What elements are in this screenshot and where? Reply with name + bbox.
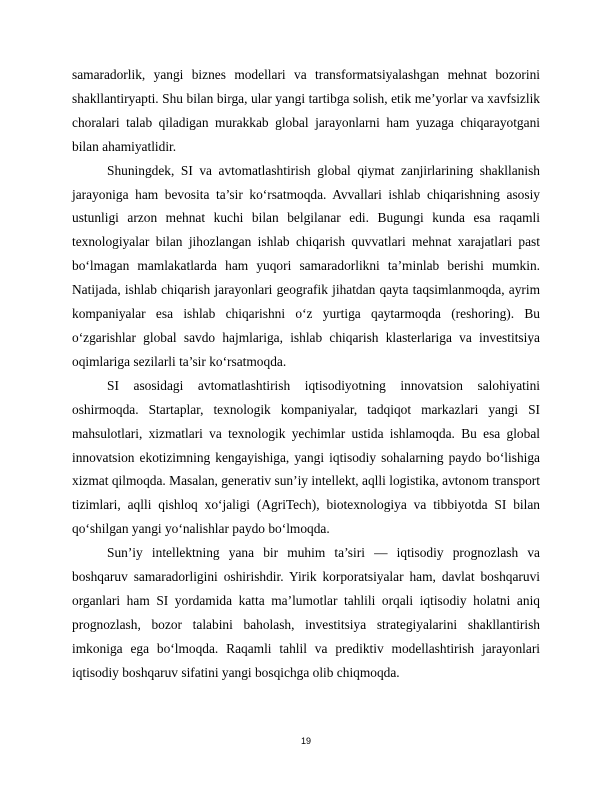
paragraph-value-chains: Shuningdek, SI va avtomatlashtirish global qiymat zanjirlarining shakllanish jarayoniga ham bevosita ta’sir ko‘rsatmoqda. Avvallari ishlab chiqarishning asosiy ustunligi arzon mehnat kuchi bilan belgilanar edi. Bugungi kunda esa raqamli texnologiyalar bilan jihozlangan ishlab chiqarish quvvatlari mehnat xarajatlari past bo‘lmagan mamlakatlarda ham yuqori samaradorlikni ta’minlab berishi mumkin. Natijada, ishlab chiqarish jarayonlari geografik jihatdan qayta taqsimlanmoqda, ayrim kompaniyalar esa ishlab chiqarishni o‘z yurtiga qaytarmoqda (reshoring). Bu o‘zgarishlar global savdo hajmlariga, ishlab chiqarish klasterlariga va investitsiya oqimlariga sezilarli ta’sir ko‘rsatmoqda. bbox=[72, 162, 540, 369]
paragraph-continuation: samaradorlik, yangi biznes modellari va transformatsiyalashgan mehnat bozorini shakllantiryapti. Shu bilan birga, ular yangi tartibga solish, etik me’yorlar va xavfsizlik choralari talab qiladigan murakkab global jarayonlarni ham yuzaga chiqarayotgani bilan ahamiyatlidir. bbox=[72, 67, 540, 154]
paragraph-innovation: SI asosidagi avtomatlashtirish iqtisodiyotning innovatsion salohiyatini oshirmoqda. Startaplar, texnologik kompaniyalar, tadqiqot markazlari yangi SI mahsulotlari, xizmatlari va texnologik yechimlar ustida ishlamoqda. Bu esa global innovatsion ekotizimning kengayishiga, yangi iqtisodiy sohalarning paydo bo‘lishiga xizmat qilmoqda. Masalan, generativ sun’iy intellekt, aqlli logistika, avtonom transport tizimlari, aqlli qishloq xo‘jaligi (AgriTech), biotexnologiya va tibbiyotda SI bilan qo‘shilgan yangi yo‘nalishlar paydo bo‘lmoqda. bbox=[72, 377, 540, 537]
paragraph-forecasting: Sun’iy intellektning yana bir muhim ta’siri — iqtisodiy prognozlash va boshqaruv samaradorligini oshirishdir. Yirik korporatsiyalar ham, davlat boshqaruvi organlari ham SI yordamida katta ma’lumotlar tahlili orqali iqtisodiy holatni aniq prognozlash, bozor talabini baholash, investitsiya strategiyalarini shakllantirish imkoniga ega bo‘lmoqda. Raqamli tahlil va prediktiv modellashtirish jarayonlari iqtisodiy boshqaruv sifatini yangi bosqichga olib chiqmoqda. bbox=[72, 545, 540, 680]
page-number: 19 bbox=[300, 736, 311, 746]
document-body bbox=[72, 63, 540, 685]
